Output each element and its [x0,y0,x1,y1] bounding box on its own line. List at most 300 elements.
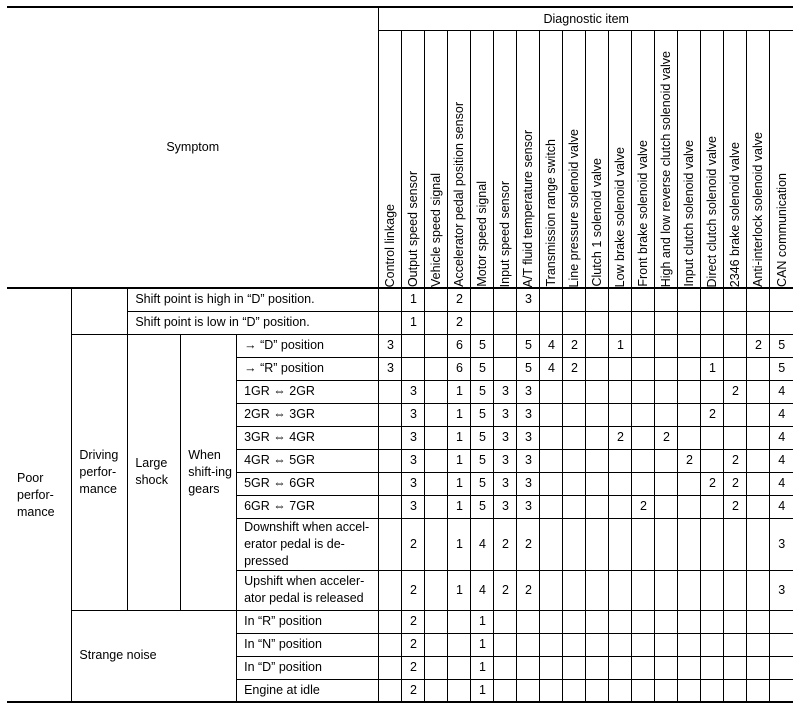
value-cell: 3 [494,495,517,518]
value-cell [425,570,448,610]
symptom-label: Upshift when acceler-ator pedal is released [237,570,379,610]
value-cell: 2 [632,495,655,518]
value-cell: 4 [770,472,793,495]
value-cell [678,570,701,610]
value-cell: 5 [471,403,494,426]
value-cell: 1 [448,495,471,518]
value-cell: 2 [402,656,425,679]
value-cell [563,633,586,656]
table-row [7,610,793,633]
value-cell: 1 [448,449,471,472]
column-header [632,31,655,289]
value-cell: 2 [494,570,517,610]
symptom-label: → “R” position [237,357,379,380]
value-cell: 3 [517,426,540,449]
symptom-label: Shift point is high in “D” position. [128,288,379,311]
value-cell [632,518,655,570]
value-cell [655,403,678,426]
value-cell [540,610,563,633]
value-cell: 3 [379,357,402,380]
value-cell: 5 [471,357,494,380]
value-cell [632,426,655,449]
value-cell: 2 [494,518,517,570]
value-cell [540,633,563,656]
value-cell [678,311,701,334]
value-cell: 1 [471,633,494,656]
value-cell: 1 [402,311,425,334]
value-cell [379,518,402,570]
value-cell: 3 [402,449,425,472]
value-cell [425,357,448,380]
value-cell [701,633,724,656]
value-cell [632,449,655,472]
value-cell [586,633,609,656]
value-cell [655,610,678,633]
group-when-shifting-gears: When shift-ing gears [181,334,237,610]
group-strange-noise: Strange noise [72,610,237,702]
value-cell [425,518,448,570]
value-cell: 5 [471,472,494,495]
value-cell [655,334,678,357]
value-cell [425,495,448,518]
value-cell: 1 [471,679,494,702]
value-cell [609,449,632,472]
value-cell [586,656,609,679]
value-cell: 3 [402,380,425,403]
table-row [7,334,793,357]
column-header-label: A/T fluid temperature sensor [521,129,536,287]
value-cell: 2 [747,334,770,357]
value-cell: 1 [471,610,494,633]
value-cell: 3 [402,495,425,518]
column-header [586,31,609,289]
group-large-shock: Large shock [128,334,181,610]
value-cell: 3 [402,472,425,495]
value-cell [517,656,540,679]
value-cell [586,357,609,380]
value-cell [609,380,632,403]
value-cell [701,426,724,449]
value-cell [609,570,632,610]
value-cell [701,570,724,610]
value-cell [770,311,793,334]
value-cell [586,288,609,311]
value-cell [747,380,770,403]
value-cell [494,288,517,311]
value-cell [724,570,747,610]
value-cell [655,449,678,472]
column-header-label: Anti-interlock solenoid valve [751,132,766,287]
column-header-label: Clutch 1 solenoid valve [590,158,605,287]
symptom-label: 2GR ⇔ 3GR [237,403,379,426]
column-header [494,31,517,289]
value-cell [540,403,563,426]
value-cell [747,311,770,334]
column-header [563,31,586,289]
value-cell: 3 [379,334,402,357]
value-cell: 2 [724,449,747,472]
value-cell: 1 [701,357,724,380]
column-header-label: Transmission range switch [544,139,559,287]
value-cell: 2 [448,288,471,311]
value-cell [586,426,609,449]
value-cell [655,518,678,570]
value-cell [747,472,770,495]
value-cell [609,495,632,518]
symptom-label: In “R” position [237,610,379,633]
value-cell [494,656,517,679]
value-cell [678,380,701,403]
value-cell: 3 [517,472,540,495]
value-cell [632,610,655,633]
value-cell: 1 [448,570,471,610]
value-cell [379,656,402,679]
value-cell [701,518,724,570]
symptom-label: In “N” position [237,633,379,656]
column-header [471,31,494,289]
value-cell: 1 [448,380,471,403]
column-header [379,31,402,289]
value-cell [540,472,563,495]
value-cell [632,357,655,380]
value-cell [586,380,609,403]
value-cell [770,633,793,656]
group-spacer [72,288,128,334]
value-cell [494,357,517,380]
value-cell [678,610,701,633]
value-cell [494,311,517,334]
value-cell [609,656,632,679]
diagnostic-table-container [7,6,793,703]
value-cell: 3 [494,449,517,472]
value-cell: 2 [517,518,540,570]
value-cell: 3 [494,403,517,426]
value-cell: 2 [448,311,471,334]
value-cell [609,679,632,702]
value-cell: 3 [517,495,540,518]
symptom-label: 3GR ⇔ 4GR [237,426,379,449]
value-cell [563,495,586,518]
group-driving-performance: Driving perfor-mance [72,334,128,610]
value-cell [494,633,517,656]
value-cell [540,495,563,518]
value-cell [379,633,402,656]
value-cell [379,380,402,403]
value-cell [655,495,678,518]
value-cell [494,679,517,702]
column-header [517,31,540,289]
value-cell [609,633,632,656]
value-cell [586,610,609,633]
value-cell [425,288,448,311]
value-cell [701,610,724,633]
value-cell [701,449,724,472]
value-cell: 4 [770,380,793,403]
value-cell [747,288,770,311]
value-cell [540,288,563,311]
value-cell [724,288,747,311]
value-cell [678,288,701,311]
value-cell [747,357,770,380]
column-header-label: Direct clutch solenoid valve [705,135,720,287]
value-cell [701,656,724,679]
value-cell [678,656,701,679]
column-header-label: Front brake solenoid valve [636,140,651,287]
value-cell: 2 [563,334,586,357]
value-cell: 3 [494,380,517,403]
value-cell [517,610,540,633]
value-cell [609,610,632,633]
value-cell [540,311,563,334]
value-cell [517,633,540,656]
value-cell [425,311,448,334]
value-cell [448,656,471,679]
value-cell [632,570,655,610]
value-cell [724,518,747,570]
value-cell [586,570,609,610]
value-cell [379,570,402,610]
value-cell [494,610,517,633]
value-cell: 2 [402,518,425,570]
value-cell [425,656,448,679]
value-cell [724,334,747,357]
value-cell [563,288,586,311]
value-cell [747,426,770,449]
value-cell [678,403,701,426]
value-cell [586,311,609,334]
value-cell [678,472,701,495]
symptom-label: Engine at idle [237,679,379,702]
column-header [609,31,632,289]
value-cell [379,610,402,633]
diagnostic-item-header: Diagnostic item [379,7,793,31]
value-cell: 6 [448,334,471,357]
group-poor-performance: Poor perfor-mance [7,288,72,702]
value-cell: 5 [471,495,494,518]
value-cell [632,380,655,403]
value-cell [425,380,448,403]
value-cell [609,403,632,426]
value-cell [609,357,632,380]
value-cell: 2 [402,610,425,633]
value-cell [632,288,655,311]
header-row-top [7,7,793,31]
value-cell [563,570,586,610]
value-cell: 3 [770,518,793,570]
value-cell [379,472,402,495]
value-cell [379,679,402,702]
value-cell [701,495,724,518]
value-cell: 5 [770,334,793,357]
value-cell [655,311,678,334]
value-cell [540,679,563,702]
value-cell: 2 [701,472,724,495]
value-cell: 5 [471,380,494,403]
value-cell [632,403,655,426]
value-cell: 2 [724,472,747,495]
value-cell [540,449,563,472]
value-cell: 4 [471,570,494,610]
value-cell [770,610,793,633]
value-cell [724,311,747,334]
value-cell [425,449,448,472]
symptom-label: 6GR ⇔ 7GR [237,495,379,518]
value-cell [379,495,402,518]
value-cell [563,403,586,426]
value-cell: 3 [517,288,540,311]
column-header-label: Line pressure solenoid valve [567,128,582,287]
value-cell [747,449,770,472]
value-cell [540,518,563,570]
column-header-label: Low brake solenoid valve [613,146,628,287]
value-cell [402,357,425,380]
symptom-label: Shift point is low in “D” position. [128,311,379,334]
value-cell [678,334,701,357]
value-cell [586,334,609,357]
value-cell: 3 [402,403,425,426]
value-cell [563,518,586,570]
value-cell [425,426,448,449]
value-cell [563,610,586,633]
value-cell: 4 [540,334,563,357]
value-cell: 3 [517,449,540,472]
value-cell [632,679,655,702]
value-cell [632,311,655,334]
value-cell [563,380,586,403]
value-cell [632,633,655,656]
value-cell [655,380,678,403]
value-cell [678,518,701,570]
value-cell: 3 [494,426,517,449]
value-cell [586,403,609,426]
value-cell [724,610,747,633]
value-cell [379,449,402,472]
value-cell: 5 [517,334,540,357]
value-cell [586,518,609,570]
value-cell [655,570,678,610]
column-header [448,31,471,289]
value-cell [655,679,678,702]
value-cell [655,472,678,495]
value-cell [540,656,563,679]
column-header-label: High and low reverse clutch solenoid valve [659,50,674,287]
value-cell [563,426,586,449]
value-cell: 1 [448,426,471,449]
value-cell [425,403,448,426]
value-cell: 1 [448,403,471,426]
value-cell [724,403,747,426]
value-cell [701,380,724,403]
diagnostic-table [7,6,793,703]
value-cell [724,656,747,679]
value-cell [379,426,402,449]
value-cell [609,288,632,311]
column-header-label: Motor speed signal [475,181,490,287]
table-row [7,288,793,311]
value-cell [379,403,402,426]
value-cell [425,679,448,702]
value-cell [540,570,563,610]
value-cell [724,357,747,380]
value-cell [425,633,448,656]
value-cell [586,495,609,518]
value-cell: 2 [724,495,747,518]
value-cell: 4 [770,495,793,518]
value-cell: 2 [701,403,724,426]
value-cell [448,610,471,633]
value-cell [471,311,494,334]
value-cell: 1 [448,518,471,570]
value-cell [678,426,701,449]
value-cell [425,334,448,357]
value-cell [747,633,770,656]
symptom-label: 4GR ⇔ 5GR [237,449,379,472]
value-cell [747,518,770,570]
value-cell [448,633,471,656]
value-cell [655,288,678,311]
value-cell: 3 [402,426,425,449]
value-cell: 5 [517,357,540,380]
symptom-label: In “D” position [237,656,379,679]
value-cell [701,334,724,357]
value-cell [586,472,609,495]
value-cell [471,288,494,311]
column-header-label: Input speed sensor [498,180,513,287]
value-cell [563,311,586,334]
value-cell: 2 [517,570,540,610]
column-header [701,31,724,289]
value-cell [494,334,517,357]
value-cell [678,633,701,656]
value-cell: 4 [471,518,494,570]
column-header-label: Output speed sensor [406,170,421,287]
column-header-label: Input clutch solenoid valve [682,140,697,287]
value-cell [770,288,793,311]
value-cell [747,610,770,633]
value-cell: 3 [494,472,517,495]
column-header-label: CAN communication [774,173,789,287]
symptom-label: 1GR ⇔ 2GR [237,380,379,403]
value-cell: 2 [609,426,632,449]
value-cell: 4 [770,426,793,449]
value-cell: 4 [770,403,793,426]
value-cell [517,679,540,702]
value-cell: 4 [770,449,793,472]
value-cell: 1 [609,334,632,357]
value-cell [632,334,655,357]
value-cell: 3 [770,570,793,610]
value-cell [609,472,632,495]
value-cell [724,426,747,449]
value-cell [563,449,586,472]
value-cell: 2 [402,679,425,702]
value-cell [540,380,563,403]
value-cell [425,610,448,633]
column-header [770,31,793,289]
value-cell [563,656,586,679]
value-cell: 5 [770,357,793,380]
column-header [540,31,563,289]
value-cell [632,656,655,679]
value-cell: 2 [655,426,678,449]
value-cell [402,334,425,357]
value-cell [724,679,747,702]
symptom-label: → “D” position [237,334,379,357]
value-cell: 5 [471,334,494,357]
column-header [724,31,747,289]
value-cell: 1 [448,472,471,495]
value-cell: 4 [540,357,563,380]
